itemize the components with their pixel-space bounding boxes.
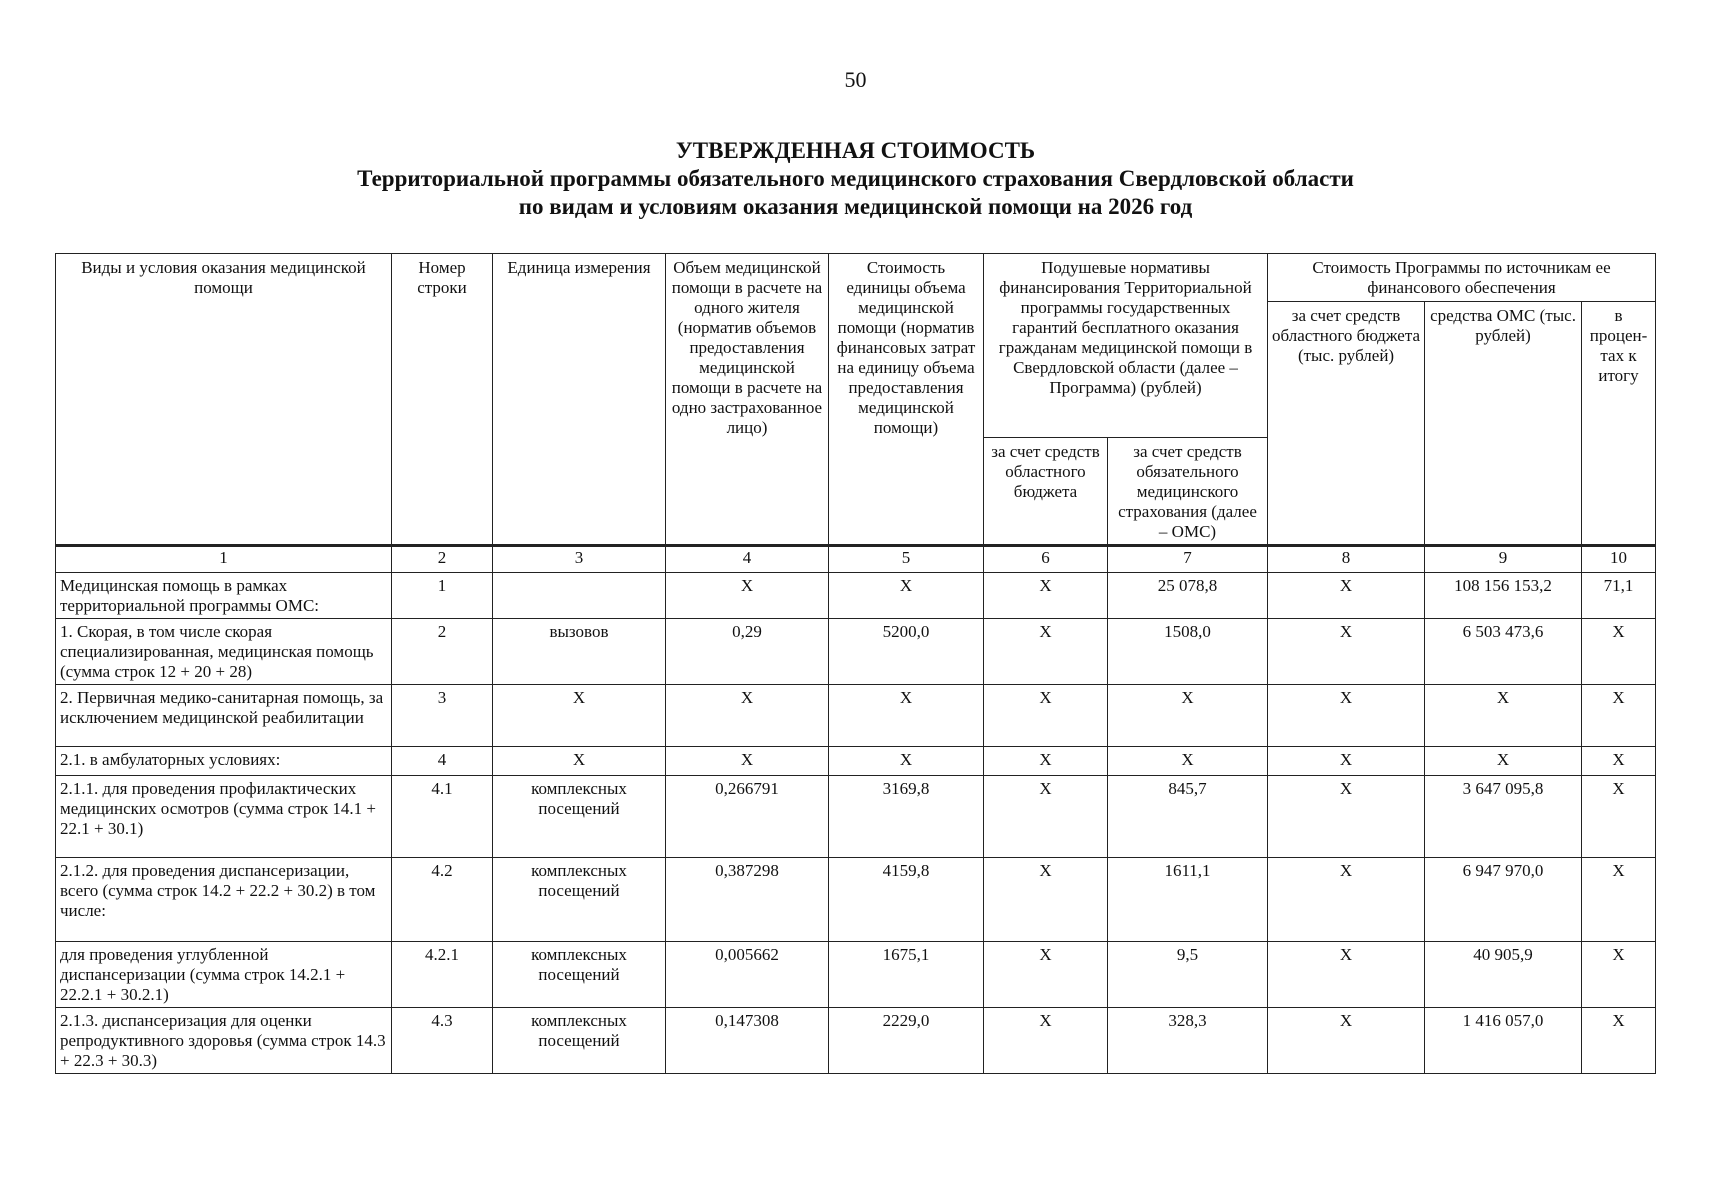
table-row	[56, 1008, 1656, 1074]
document-title	[0, 137, 1711, 221]
column-number: 4	[666, 546, 829, 573]
percent-cell: X	[1582, 747, 1656, 776]
unit-cell: X	[493, 685, 666, 747]
unit-cost-cell: 2229,0	[829, 1008, 984, 1074]
column-number: 8	[1268, 546, 1425, 573]
row-number-cell: 2	[392, 619, 493, 685]
row-number-cell: 4.2	[392, 858, 493, 942]
unit-cell: комплексных посещений	[493, 858, 666, 942]
cost-oms-cell: X	[1425, 685, 1582, 747]
care-type-cell: Медицинская помощь в рамках территориальной программы ОМС:	[56, 573, 392, 619]
percent-cell: X	[1582, 942, 1656, 1008]
table-row	[56, 685, 1656, 747]
volume-cell: 0,147308	[666, 1008, 829, 1074]
percent-cell: X	[1582, 1008, 1656, 1074]
unit-cell: комплексных посещений	[493, 776, 666, 858]
table-row	[56, 858, 1656, 942]
table-row	[56, 942, 1656, 1008]
cost-oms-cell: 108 156 153,2	[1425, 573, 1582, 619]
header-per-capita-oms: за счет средств обязательного медицинского страхования (далее – ОМС)	[1108, 438, 1268, 546]
cost-oms-cell: 3 647 095,8	[1425, 776, 1582, 858]
column-number: 9	[1425, 546, 1582, 573]
cost-budget-cell: X	[1268, 858, 1425, 942]
per-capita-oms-cell: 9,5	[1108, 942, 1268, 1008]
per-capita-budget-cell: X	[984, 685, 1108, 747]
table-row	[56, 619, 1656, 685]
header-percent: в процен-тах к итогу	[1582, 302, 1656, 546]
title-line-1: УТВЕРЖДЕННАЯ СТОИМОСТЬ	[675, 138, 1036, 163]
row-number-cell: 4.2.1	[392, 942, 493, 1008]
care-type-cell: 2.1.3. диспансеризация для оценки репродуктивного здоровья (сумма строк 14.3 + 22.3 + 30.3)	[56, 1008, 392, 1074]
column-number: 10	[1582, 546, 1656, 573]
row-number-cell: 4	[392, 747, 493, 776]
cost-budget-cell: X	[1268, 1008, 1425, 1074]
unit-cost-cell: X	[829, 685, 984, 747]
unit-cost-cell: X	[829, 573, 984, 619]
header-row-number: Номер строки	[392, 254, 493, 546]
row-number-cell: 1	[392, 573, 493, 619]
cost-oms-cell: 40 905,9	[1425, 942, 1582, 1008]
per-capita-budget-cell: X	[984, 573, 1108, 619]
care-type-cell: 2.1.1. для проведения профилактических медицинских осмотров (сумма строк 14.1 + 22.1 + 30.1)	[56, 776, 392, 858]
column-number: 6	[984, 546, 1108, 573]
cost-oms-cell: X	[1425, 747, 1582, 776]
cost-oms-cell: 1 416 057,0	[1425, 1008, 1582, 1074]
unit-cost-cell: 4159,8	[829, 858, 984, 942]
volume-cell: X	[666, 573, 829, 619]
cost-oms-cell: 6 947 970,0	[1425, 858, 1582, 942]
title-line-2: Территориальной программы обязательного медицинского страхования Свердловской области	[357, 166, 1354, 191]
unit-cost-cell: X	[829, 747, 984, 776]
cost-budget-cell: X	[1268, 776, 1425, 858]
care-type-cell: для проведения углубленной диспансеризации (сумма строк 14.2.1 + 22.2.1 + 30.2.1)	[56, 942, 392, 1008]
cost-budget-cell: X	[1268, 942, 1425, 1008]
volume-cell: X	[666, 685, 829, 747]
header-program-cost-group: Стоимость Программы по источникам ее финансового обеспечения	[1268, 254, 1656, 302]
per-capita-budget-cell: X	[984, 776, 1108, 858]
volume-cell: 0,387298	[666, 858, 829, 942]
cost-budget-cell: X	[1268, 685, 1425, 747]
header-kinds-of-care: Виды и условия оказания медицинской помощи	[56, 254, 392, 546]
unit-cost-cell: 3169,8	[829, 776, 984, 858]
per-capita-budget-cell: X	[984, 942, 1108, 1008]
unit-cell: комплексных посещений	[493, 942, 666, 1008]
percent-cell: X	[1582, 858, 1656, 942]
column-number: 5	[829, 546, 984, 573]
per-capita-oms-cell: 25 078,8	[1108, 573, 1268, 619]
row-number-cell: 4.1	[392, 776, 493, 858]
header-per-capita-group: Подушевые нормативы финансирования Территориальной программы государственных гарантий бесплатного оказания гражданам медицинской помощи в Свердловской области (далее – Программа) (рублей)	[984, 254, 1268, 438]
per-capita-budget-cell: X	[984, 619, 1108, 685]
care-type-cell: 2.1. в амбулаторных условиях:	[56, 747, 392, 776]
cost-budget-cell: X	[1268, 747, 1425, 776]
cost-table	[55, 253, 1656, 1074]
table-row	[56, 747, 1656, 776]
header-volume: Объем медицинской помощи в расчете на одного жителя (норматив объемов предоставления медицинской помощи в расчете на одно застрахованное лицо)	[666, 254, 829, 546]
per-capita-oms-cell: 1508,0	[1108, 619, 1268, 685]
cost-budget-cell: X	[1268, 619, 1425, 685]
header-unit-cost: Стоимость единицы объема медицинской помощи (норматив финансовых затрат на единицу объема предоставления медицинской помощи)	[829, 254, 984, 546]
care-type-cell: 1. Скорая, в том числе скорая специализированная, медицинская помощь (сумма строк 12 + 20 + 28)	[56, 619, 392, 685]
unit-cost-cell: 5200,0	[829, 619, 984, 685]
care-type-cell: 2.1.2. для проведения диспансеризации, всего (сумма строк 14.2 + 22.2 + 30.2) в том числе:	[56, 858, 392, 942]
per-capita-budget-cell: X	[984, 747, 1108, 776]
volume-cell: 0,005662	[666, 942, 829, 1008]
header-per-capita-budget: за счет средств областного бюджета	[984, 438, 1108, 546]
row-number-cell: 3	[392, 685, 493, 747]
per-capita-oms-cell: 1611,1	[1108, 858, 1268, 942]
volume-cell: 0,266791	[666, 776, 829, 858]
volume-cell: 0,29	[666, 619, 829, 685]
column-number: 2	[392, 546, 493, 573]
unit-cell: комплексных посещений	[493, 1008, 666, 1074]
percent-cell: X	[1582, 619, 1656, 685]
header-row-1	[56, 254, 1656, 302]
per-capita-budget-cell: X	[984, 1008, 1108, 1074]
per-capita-oms-cell: X	[1108, 685, 1268, 747]
percent-cell: X	[1582, 776, 1656, 858]
per-capita-oms-cell: X	[1108, 747, 1268, 776]
cost-budget-cell: X	[1268, 573, 1425, 619]
table-row	[56, 776, 1656, 858]
page-number: 50	[844, 67, 867, 92]
per-capita-budget-cell: X	[984, 858, 1108, 942]
cost-oms-cell: 6 503 473,6	[1425, 619, 1582, 685]
unit-cell	[493, 573, 666, 619]
per-capita-oms-cell: 328,3	[1108, 1008, 1268, 1074]
unit-cost-cell: 1675,1	[829, 942, 984, 1008]
row-number-cell: 4.3	[392, 1008, 493, 1074]
header-cost-oms: средства ОМС (тыс. рублей)	[1425, 302, 1582, 546]
header-unit: Единица измерения	[493, 254, 666, 546]
column-number: 1	[56, 546, 392, 573]
table-row	[56, 573, 1656, 619]
column-number: 7	[1108, 546, 1268, 573]
volume-cell: X	[666, 747, 829, 776]
percent-cell: X	[1582, 685, 1656, 747]
unit-cell: вызовов	[493, 619, 666, 685]
per-capita-oms-cell: 845,7	[1108, 776, 1268, 858]
unit-cell: X	[493, 747, 666, 776]
header-cost-budget: за счет средств областного бюджета (тыс. рублей)	[1268, 302, 1425, 546]
title-line-3: по видам и условиям оказания медицинской помощи на 2026 год	[518, 194, 1193, 219]
care-type-cell: 2. Первичная медико-санитарная помощь, за исключением медицинской реабилитации	[56, 685, 392, 747]
percent-cell: 71,1	[1582, 573, 1656, 619]
column-number: 3	[493, 546, 666, 573]
column-number-row	[56, 546, 1656, 573]
